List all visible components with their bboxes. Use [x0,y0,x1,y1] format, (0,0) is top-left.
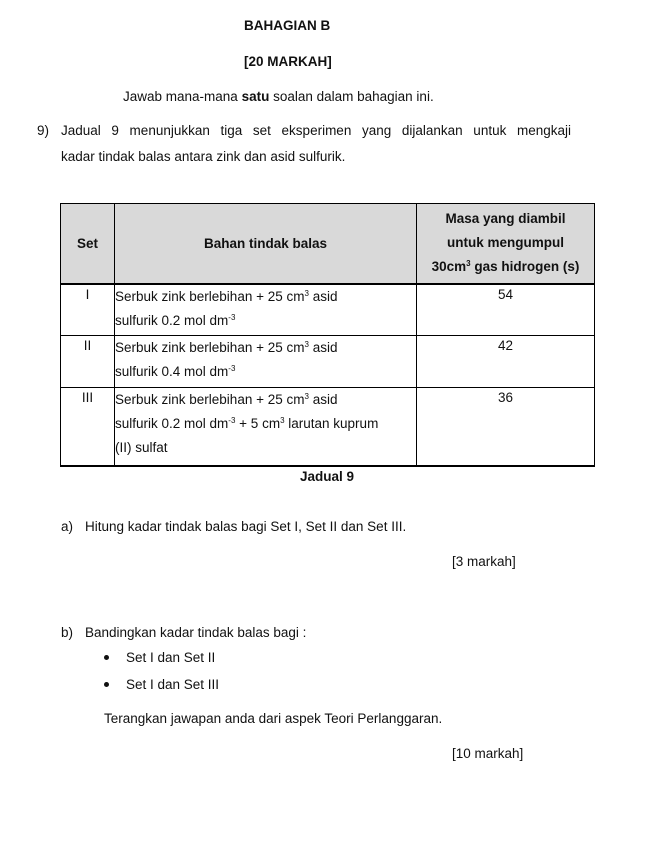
part-b-marks: [10 markah] [452,746,524,761]
bullet-icon [104,682,109,687]
table-row [61,336,595,388]
part-b-explain: Terangkan jawapan anda dari aspek Teori Perlanggaran. [104,711,443,726]
part-b-label: b) [61,625,74,640]
row-set: I [61,284,115,336]
row-reactants: Serbuk zink berlebihan + 25 $cm^3$ asid sulfurik 0.2 mol $dm^{-3}$ [115,284,417,336]
row-time: 54 [417,284,595,336]
row-set: II [61,336,115,388]
part-a-marks: [3 markah] [452,554,516,569]
table-row [61,388,595,466]
part-b-text: Bandingkan kadar tindak balas bagi : [85,625,307,640]
table-row [61,284,595,336]
part-a-text: Hitung kadar tindak balas bagi Set I, Set II dan Set III. [85,519,407,534]
row-time: 42 [417,336,595,388]
list-item: Set I dan Set III [104,674,219,701]
table-caption: Jadual 9 [299,469,355,484]
header-set: Set [61,204,115,284]
question-line-1: Jadual 9 menunjukkan tiga set eksperimen yang dijalankan untuk mengkaji [61,123,571,138]
header-reactants: Bahan tindak balas [115,204,417,284]
row-reactants: Serbuk zink berlebihan + 25 $cm^3$ asid sulfurik 0.4 mol $dm^{-3}$ [115,336,417,388]
part-a-label: a) [61,519,74,534]
list-item: Set I dan Set II [104,647,219,674]
results-table [60,203,595,467]
row-reactants: Serbuk zink berlebihan + 25 $cm^3$ asid sulfurik 0.2 mol $dm^{-3} + 5$ $cm^3$ larutan kuprum (II) sulfat [115,388,417,466]
header-time: Masa yang diambil untuk mengumpul $30cm^3$ gas hidrogen (s) [417,204,595,284]
section-marks: [20 MARKAH] [244,54,332,69]
question-line-2: kadar tindak balas antara zink dan asid sulfurik. [61,149,346,164]
part-b-bullets [104,647,219,701]
section-title: BAHAGIAN B [244,18,331,33]
bullet-icon [104,655,109,660]
instruction: Jawab mana-mana satu soalan dalam bahagian ini. [123,89,434,104]
row-time: 36 [417,388,595,466]
row-set: III [61,388,115,466]
question-number: 9) [37,123,50,138]
